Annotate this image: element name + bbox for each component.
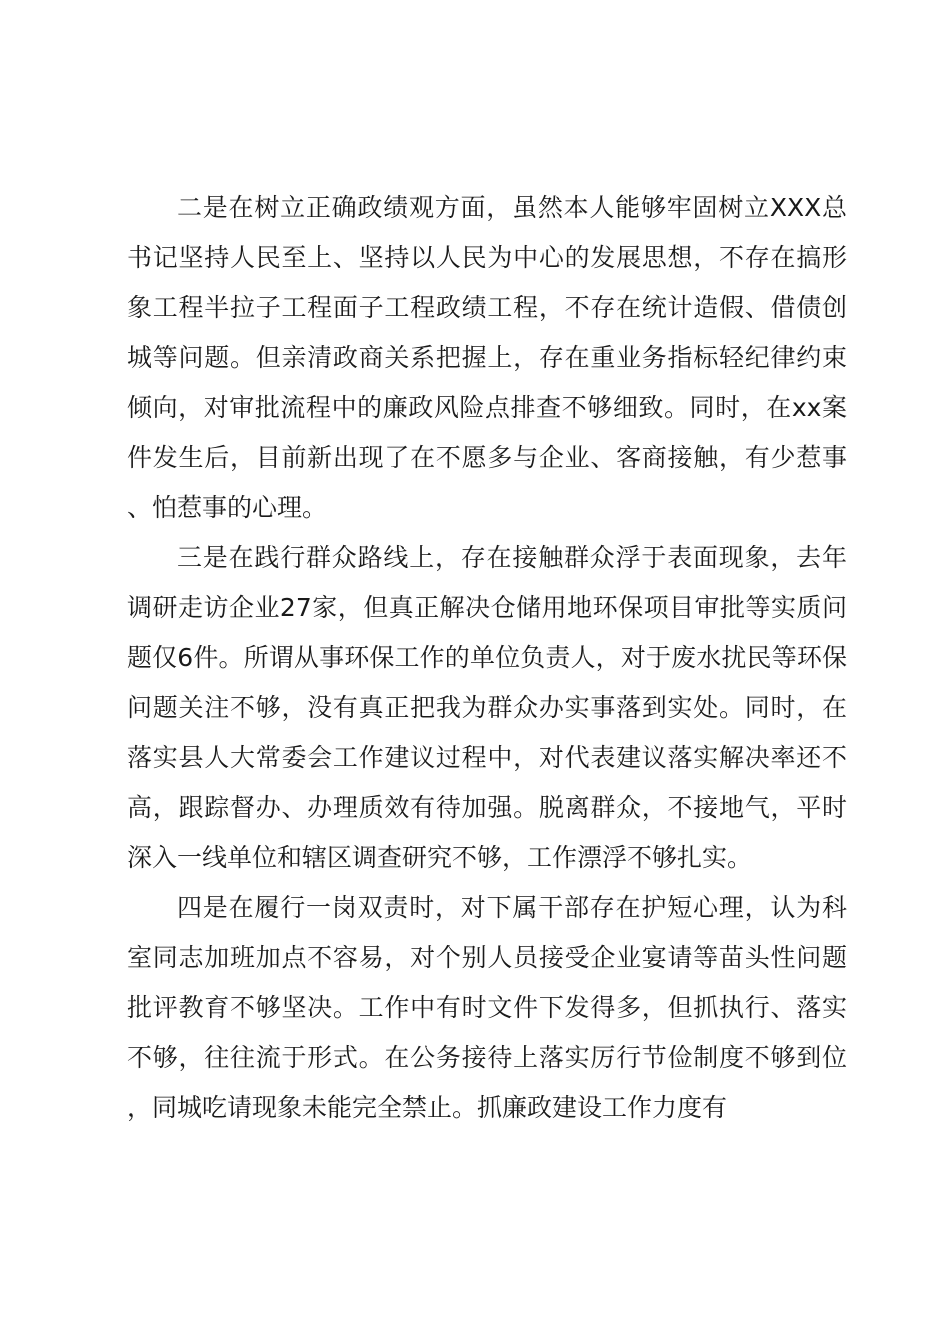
paragraph-dual-responsibility: 四是在履行一岗双责时，对下属干部存在护短心理，认为科室同志加班加点不容易，对个别人员接受企业宴请等苗头性问题批评教育不够坚决。工作中有时文件下发得多，但抓执行、落实不够，往往流于形式。在公务接待上落实厉行节俭制度不够到位，同城吃请现象未能完全禁止。抓廉政建设工作力度有 (127, 893, 847, 1122)
paragraph-mass-line: 三是在践行群众路线上，存在接触群众浮于表面现象，去年调研走访企业27家，但真正解决仓储用地环保项目审批等实质问题仅6件。所谓从事环保工作的单位负责人，对于废水扰民等环保问题关注不够，没有真正把我为群众办实事落到实处。同时，在落实县人大常委会工作建议过程中，对代表建议落实解决率还不高，跟踪督办、办理质效有待加强。脱离群众，不接地气，平时深入一线单位和辖区调查研究不够，工作漂浮不够扎实。 (127, 543, 847, 872)
document-body (127, 183, 847, 1133)
paragraph-political-performance: 二是在树立正确政绩观方面，虽然本人能够牢固树立XXX总书记坚持人民至上、坚持以人民为中心的发展思想，不存在搞形象工程半拉子工程面子工程政绩工程，不存在统计造假、借债创城等问题。但亲清政商关系把握上，存在重业务指标轻纪律约束倾向，对审批流程中的廉政风险点排查不够细致。同时，在xx案件发生后，目前新出现了在不愿多与企业、客商接触，有少惹事、怕惹事的心理。 (127, 193, 847, 522)
